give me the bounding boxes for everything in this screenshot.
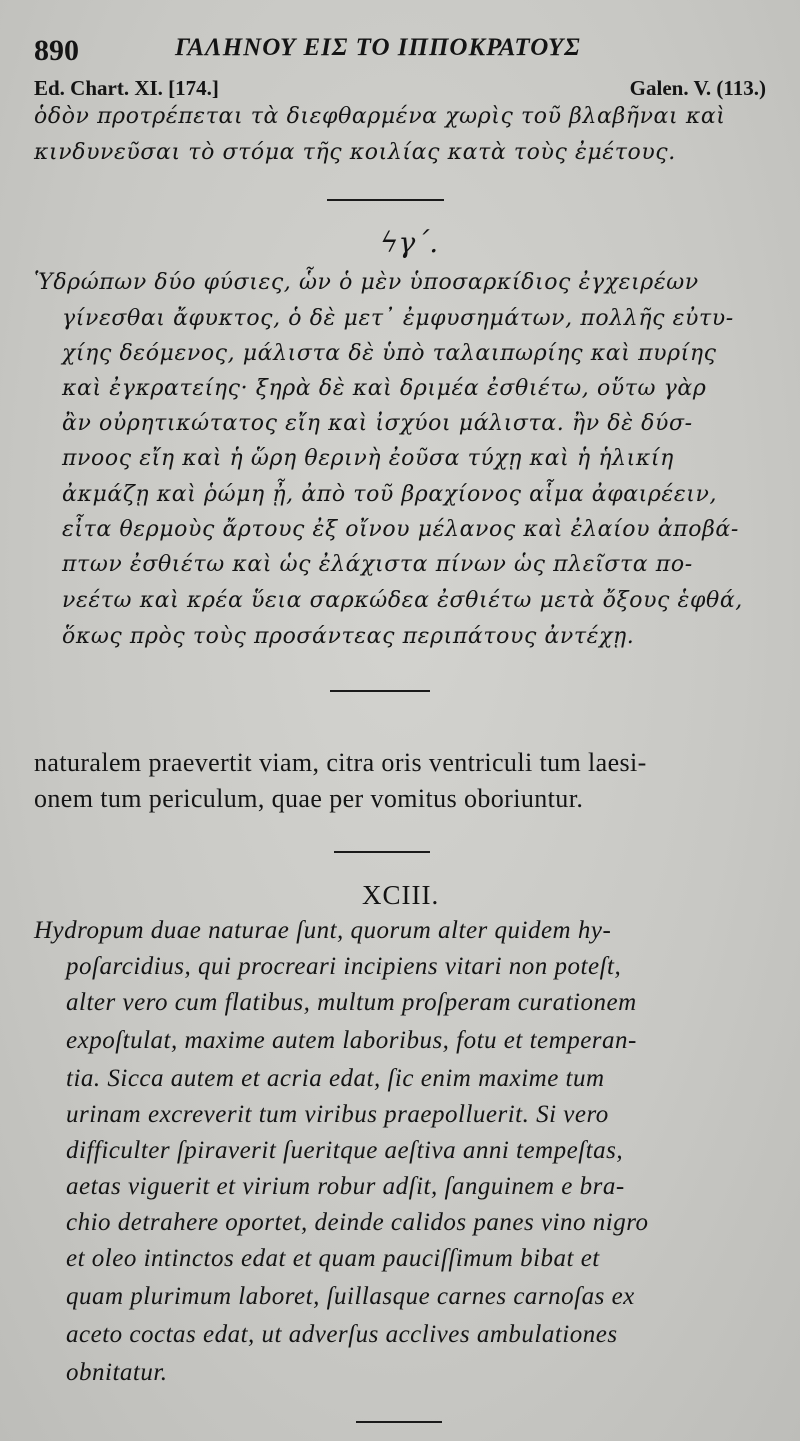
section-divider (327, 199, 444, 201)
latin-section-number: XCIII. (362, 880, 440, 910)
greek-aphorism-line: πτων ἐσθιέτω καὶ ὡς ἐλάχιστα πίνων ὡς πλεῖστα πο- (62, 552, 693, 577)
latin-aphorism-line: difficulter ſpiraverit ſueritque aeſtiva anni tempeſtas, (66, 1137, 624, 1164)
greek-aphorism-line: Ὑδρώπων δύο φύσιες, ὧν ὁ μὲν ὑποσαρκίδιος ἐγχειρέων (34, 270, 699, 295)
section-divider (330, 690, 430, 692)
latin-aphorism-line: et oleo intinctos edat et quam pauciſſimum bibat et (66, 1245, 600, 1272)
latin-aphorism-line: alter vero cum flatibus, multum proſperam curationem (66, 989, 637, 1016)
running-title: ΓΑΛΗΝΟΥ ΕΙΣ ΤΟ ΙΠΠΟΚΡΑΤΟΥΣ (175, 34, 581, 61)
greek-aphorism-line: χίης δεόμενος, μάλιστα δὲ ὑπὸ ταλαιπωρίης καὶ πυρίης (62, 341, 717, 366)
greek-aphorism-line: ἂν οὐρητικώτατος εἴη καὶ ἰσχύοι μάλιστα. ἢν δὲ δύσ- (62, 411, 693, 436)
latin-aphorism-line: expoſtulat, maxime autem laboribus, fotu et temperan- (66, 1027, 637, 1054)
latin-top-line: naturalem praevertit viam, citra oris ventriculi tum laesi- (34, 748, 647, 777)
greek-top-line: κινδυνεῦσαι τὸ στόμα τῆς κοιλίας κατὰ τοὺς ἐμέτους. (34, 140, 676, 165)
latin-aphorism-line: obnitatur. (66, 1359, 168, 1386)
page-number: 890 (34, 34, 79, 67)
latin-aphorism-line: tia. Sicca autem et acria edat, ſic enim maxime tum (66, 1065, 605, 1092)
greek-top-line: ὁδὸν προτρέπεται τὰ διεφθαρμένα χωρὶς τοῦ βλαβῆναι καὶ (34, 104, 726, 129)
latin-aphorism-line: chio detrahere oportet, deinde calidos panes vino nigro (66, 1209, 649, 1236)
greek-aphorism-line: ἀκμάζῃ καὶ ῥώμη ᾖ, ἀπὸ τοῦ βραχίονος αἷμα ἀφαιρέειν, (62, 482, 718, 507)
greek-aphorism-line: γίνεσθαι ἄφυκτος, ὁ δὲ μετ᾽ ἐμφυσημάτων, πολλῆς εὐτυ- (62, 306, 734, 331)
edition-reference-right: Galen. V. (113.) (629, 76, 766, 100)
latin-top-line: onem tum periculum, quae per vomitus oboriuntur. (34, 784, 584, 813)
greek-aphorism-line: πνοος εἴη καὶ ἡ ὥρη θερινὴ ἐοῦσα τύχῃ καὶ ἡ ἡλικίη (62, 446, 674, 471)
latin-aphorism-line: urinam excreverit tum viribus praepolluerit. Si vero (66, 1101, 609, 1128)
latin-aphorism-line: poſarcidius, qui procreari incipiens vitari non poteſt, (66, 953, 622, 980)
latin-aphorism-line: Hydropum duae naturae ſunt, quorum alter quidem hy- (34, 917, 612, 944)
latin-aphorism-line: quam plurimum laboret, ſuillasque carnes carnoſas ex (66, 1283, 635, 1310)
latin-aphorism-line: aceto coctas edat, ut adverſus acclives ambulationes (66, 1321, 618, 1348)
greek-section-number: ϟγ΄. (380, 226, 439, 259)
greek-aphorism-line: νεέτω καὶ κρέα ὕεια σαρκώδεα ἐσθιέτω μετὰ ὄξους ἑφθά, (62, 588, 743, 613)
section-divider (334, 851, 430, 853)
latin-aphorism-line: aetas viguerit et virium robur adſit, ſanguinem e bra- (66, 1173, 625, 1200)
section-divider (356, 1421, 442, 1423)
greek-aphorism-line: ὅκως πρὸς τοὺς προσάντεας περιπάτους ἀντέχῃ. (62, 624, 635, 649)
greek-aphorism-line: εἶτα θερμοὺς ἄρτους ἐξ οἴνου μέλανος καὶ ἐλαίου ἀποβά- (62, 517, 739, 542)
greek-aphorism-line: καὶ ἐγκρατείης· ξηρὰ δὲ καὶ δριμέα ἐσθιέτω, οὕτω γὰρ (62, 376, 707, 401)
edition-reference-left: Ed. Chart. XI. [174.] (34, 76, 219, 100)
